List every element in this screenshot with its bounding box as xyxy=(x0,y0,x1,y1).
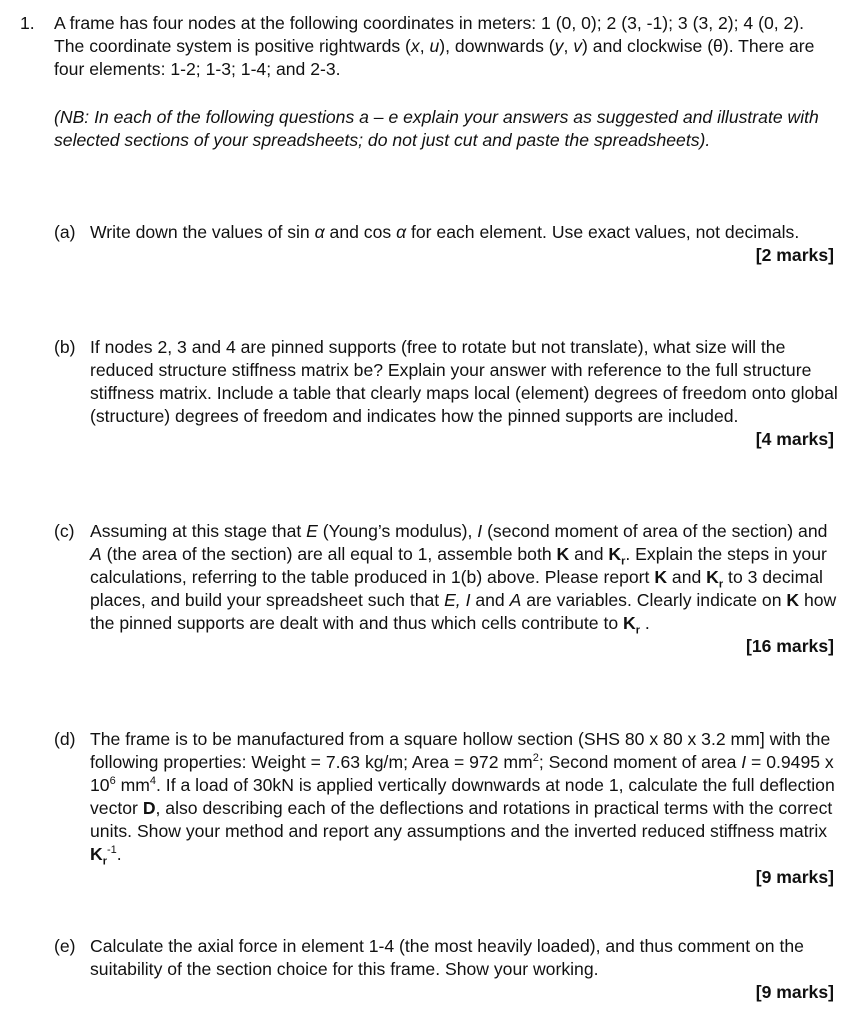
part-d xyxy=(54,728,840,889)
part-e-marks: [9 marks] xyxy=(755,982,834,1002)
part-c-text: Assuming at this stage that E (Young’s modulus), I (second moment of area of the section) and A (the area of the section) are all equal to 1, assemble both K and $K_r$. Explain the steps in your calculations, referring to the table produced in 1(b) above. Please report K and $K_r$ to 3 decimal places, and build your spreadsheet such that E, I and A are variables. Clearly indicate on K how the pinned supports are dealt with and thus which cells contribute to $K_r$ . xyxy=(90,521,837,637)
part-d-marks: [9 marks] xyxy=(755,867,834,887)
question-number: 1. xyxy=(20,13,35,33)
part-e-label: (e) xyxy=(54,936,76,956)
part-a-marks: [2 marks] xyxy=(755,245,834,265)
part-a-label: (a) xyxy=(54,222,76,242)
part-e xyxy=(54,935,840,1004)
part-a xyxy=(54,221,840,267)
part-c-marks: [16 marks] xyxy=(745,636,834,656)
part-a-text: Write down the values of sin α and cos α for each element. Use exact values, not decimals. xyxy=(90,222,800,242)
part-e-text: Calculate the axial force in element 1-4 (the most heavily loaded), and thus comment on the suitability of the section choice for this frame. Show your working. xyxy=(90,936,804,979)
part-d-label: (d) xyxy=(54,729,76,749)
part-c-label: (c) xyxy=(54,521,75,541)
part-b-marks: [4 marks] xyxy=(755,429,834,449)
part-c xyxy=(54,520,840,658)
part-b xyxy=(54,336,840,451)
part-b-text: If nodes 2, 3 and 4 are pinned supports (free to rotate but not translate), what size will the reduced structure stiffness matrix be? Explain your answer with reference to the full structure stiffness matrix. Include a table that clearly maps local (element) degrees of freedom onto global (structure) degrees of freedom and indicates how the pinned supports are included. xyxy=(90,337,838,426)
part-b-label: (b) xyxy=(54,337,76,357)
question-intro: A frame has four nodes at the following coordinates in meters: 1 (0, 0); 2 (3, -1); 3 (3, 2); 4 (0, 2). The coordinate system is positive rightwards (x, u), downwards (y, v) and clockwise (θ). There are four elements: 1-2; 1-3; 1-4; and 2-3. xyxy=(54,13,815,79)
question-note: (NB: In each of the following questions a – e explain your answers as suggested and illustrate with selected sections of your spreadsheets; do not just cut and paste the spreadsheets). xyxy=(54,107,819,150)
part-d-text: The frame is to be manufactured from a square hollow section (SHS 80 x 80 x 3.2 mm] with the following properties: Weight = 7.63 kg/m; Area = 972 $mm^2$; Second moment of area I = 0.9495 x $10^6$ $mm^4$. If a load of 30kN is applied vertically downwards at node 1, calculate the full deflection vector D, also describing each of the deflections and rotations in practical terms with the correct units. Show your method and report any assumptions and the inverted reduced stiffness matrix $K_r^{-1}$. xyxy=(90,729,835,868)
